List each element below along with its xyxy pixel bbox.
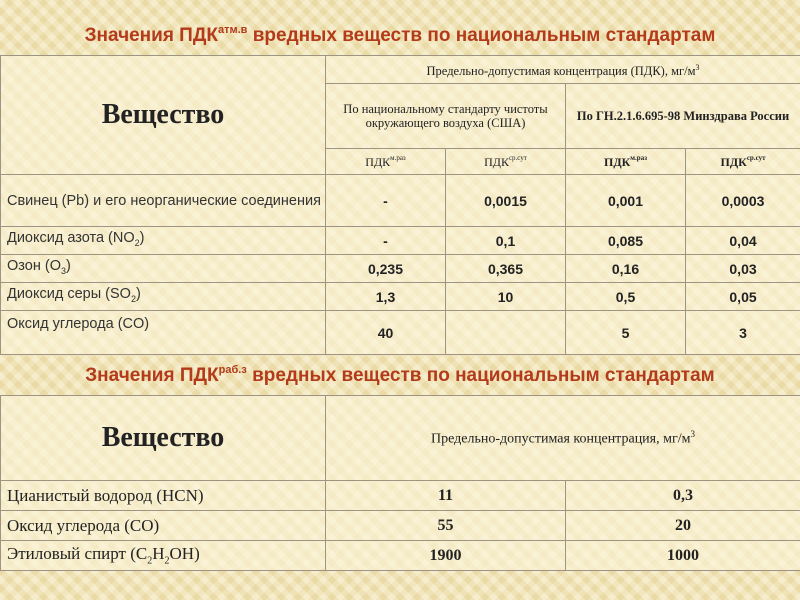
formula-part: Этиловый спирт (C xyxy=(7,544,148,564)
table1-col2-header xyxy=(446,149,566,175)
value-cell: 0,0015 xyxy=(446,175,566,227)
col2-sup: ср.сут xyxy=(508,153,527,162)
substance-name: Оксид углерода (CO) xyxy=(1,311,326,355)
table1-col4-header xyxy=(686,149,800,175)
value-cell: 10 xyxy=(446,283,566,311)
title-work-sup: раб.з xyxy=(218,364,247,376)
substance-name-sub: 2 xyxy=(130,293,136,304)
substance-name xyxy=(1,227,326,255)
title-work xyxy=(0,364,800,387)
table2-header-conc-sup: 3 xyxy=(690,428,695,439)
title-work-prefix: Значения ПДК xyxy=(85,365,219,386)
table-work xyxy=(0,395,800,571)
table-row xyxy=(1,481,800,511)
table1-col1-header xyxy=(326,149,446,175)
value-cell: 0,365 xyxy=(446,255,566,283)
value-cell: 0,05 xyxy=(686,283,800,311)
value-cell: 0,5 xyxy=(566,283,686,311)
col4-sup: ср.сут xyxy=(746,153,766,162)
title-atm xyxy=(0,24,800,47)
value-cell: 20 xyxy=(566,511,800,541)
table-row xyxy=(1,541,800,571)
title-atm-suffix: вредных веществ по национальным стандартам xyxy=(247,25,716,46)
substance-name: Оксид углерода (CO) xyxy=(1,511,326,541)
table-row xyxy=(1,227,800,255)
substance-name-text: Диоксид серы (SO xyxy=(7,286,131,303)
substance-name-sub: 3 xyxy=(60,265,66,276)
substance-name-text: Диоксид азота (NO xyxy=(7,230,135,247)
substance-name xyxy=(1,541,326,571)
table1-header-pdk xyxy=(326,56,800,84)
substance-name: Цианистый водород (HCN) xyxy=(1,481,326,511)
col4-base: ПДК xyxy=(720,154,747,169)
value-cell: - xyxy=(326,175,446,227)
table1-col3-header xyxy=(566,149,686,175)
col3-base: ПДК xyxy=(603,154,631,169)
table2-header-conc-text: Предельно-допустимая концентрация, мг/м xyxy=(431,431,691,447)
table-row xyxy=(1,283,800,311)
col1-base: ПДК xyxy=(365,154,391,169)
table1-header-pdk-sup: 3 xyxy=(695,62,700,72)
value-cell: 0,3 xyxy=(566,481,800,511)
table2-header-conc xyxy=(326,396,800,481)
substance-name xyxy=(1,283,326,311)
value-cell: 0,04 xyxy=(686,227,800,255)
table1-header-pdk-text: Предельно-допустимая концентрация (ПДК), мг/м xyxy=(426,64,696,79)
value-cell: 0,001 xyxy=(566,175,686,227)
table-atm xyxy=(0,55,800,355)
table1-header-russia: По ГН.2.1.6.695-98 Минздрава России xyxy=(566,84,800,149)
table1-header-substance: Вещество xyxy=(1,56,326,175)
formula-part: H xyxy=(152,544,165,564)
formula-sub: 2 xyxy=(164,555,170,567)
col3-sup: м.раз xyxy=(630,153,648,162)
table1-header-usa: По национальному стандарту чистоты окружающего воздуха (США) xyxy=(326,84,566,149)
table-row xyxy=(1,255,800,283)
value-cell: 40 xyxy=(326,311,446,355)
table-row xyxy=(1,175,800,227)
value-cell: - xyxy=(326,227,446,255)
value-cell: 11 xyxy=(326,481,566,511)
substance-name-tail: ) xyxy=(139,230,145,247)
col1-sup: м.раз xyxy=(390,153,406,162)
substance-name-text: Озон (O xyxy=(7,258,61,275)
value-cell: 5 xyxy=(566,311,686,355)
table-row xyxy=(1,511,800,541)
value-cell: 55 xyxy=(326,511,566,541)
value-cell: 0,0003 xyxy=(686,175,800,227)
value-cell xyxy=(446,311,566,355)
value-cell: 0,16 xyxy=(566,255,686,283)
value-cell: 1,3 xyxy=(326,283,446,311)
title-atm-prefix: Значения ПДК xyxy=(84,25,218,46)
table2-header-substance: Вещество xyxy=(1,396,326,481)
formula-sub: 2 xyxy=(147,555,153,567)
substance-name-tail: ) xyxy=(135,286,141,303)
value-cell: 1900 xyxy=(326,541,566,571)
value-cell: 1000 xyxy=(566,541,800,571)
substance-name: Свинец (Pb) и его неорганические соединения xyxy=(1,175,326,227)
substance-name xyxy=(1,255,326,283)
value-cell: 3 xyxy=(686,311,800,355)
formula-part: OH) xyxy=(169,544,200,564)
table-row xyxy=(1,311,800,355)
value-cell: 0,235 xyxy=(326,255,446,283)
title-work-suffix: вредных веществ по национальным стандартам xyxy=(246,365,715,386)
value-cell: 0,03 xyxy=(686,255,800,283)
value-cell: 0,085 xyxy=(566,227,686,255)
col2-base: ПДК xyxy=(484,154,509,169)
value-cell: 0,1 xyxy=(446,227,566,255)
title-atm-sup: атм.в xyxy=(217,24,248,36)
substance-name-tail: ) xyxy=(66,258,71,275)
substance-name-sub: 2 xyxy=(134,237,140,248)
